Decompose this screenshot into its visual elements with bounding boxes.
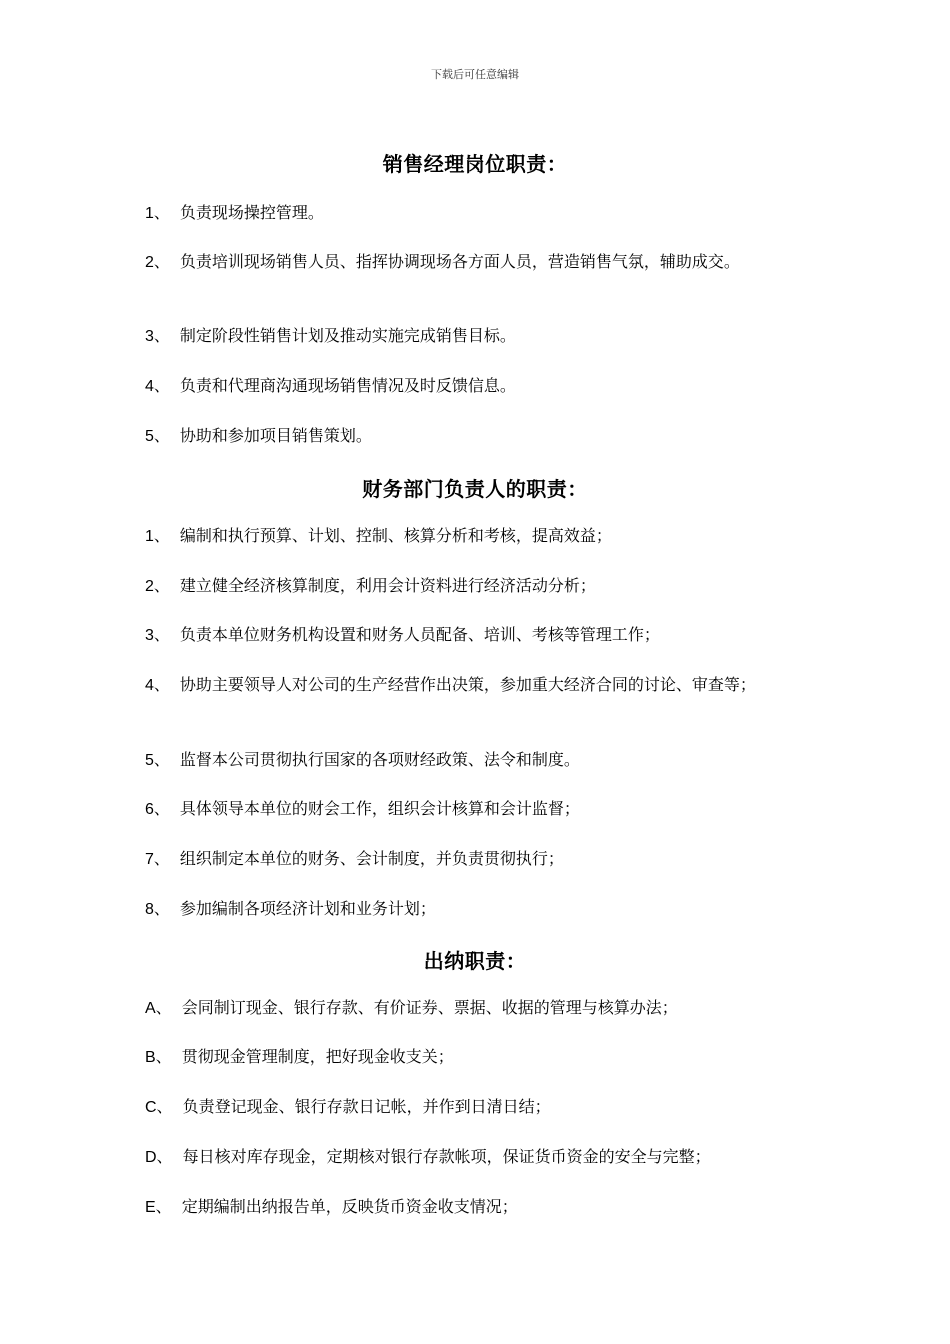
list-item (145, 796, 815, 822)
item-number: 7、 (145, 851, 170, 868)
item-number: 1、 (145, 528, 170, 545)
item-text: 协助和参加项目销售策划。 (179, 426, 372, 445)
item-text: 会同制订现金、银行存款、有价证券、票据、收据的管理与核算办法； (181, 998, 678, 1017)
list-item (145, 373, 815, 399)
list-item (145, 622, 815, 648)
list-item (145, 200, 815, 226)
list-item (145, 1144, 815, 1170)
item-number: 4、 (145, 378, 170, 395)
item-text: 制定阶段性销售计划及推动实施完成销售目标。 (179, 326, 516, 345)
item-number: A、 (145, 1000, 172, 1017)
item-number: E、 (145, 1199, 172, 1216)
list-item (145, 1094, 815, 1120)
item-text: 负责培训现场销售人员、指挥协调现场各方面人员，营造销售气氛，辅助成交。 (179, 252, 740, 271)
list-item (145, 747, 815, 773)
item-text: 负责登记现金、银行存款日记帐，并作到日清日结； (182, 1097, 551, 1116)
item-text: 负责本单位财务机构设置和财务人员配备、培训、考核等管理工作； (179, 625, 660, 644)
item-number: 6、 (145, 801, 170, 818)
item-number: 1、 (145, 205, 170, 222)
item-number: 2、 (145, 254, 170, 271)
header-note: 下载后可任意编辑 (431, 68, 519, 81)
item-text: 贯彻现金管理制度，把好现金收支关； (181, 1047, 454, 1066)
list-item (145, 423, 815, 449)
item-number: C、 (145, 1099, 173, 1116)
item-text: 每日核对库存现金，定期核对银行存款帐项，保证货币资金的安全与完整； (182, 1147, 711, 1166)
item-number: 3、 (145, 328, 170, 345)
list-item (145, 323, 815, 349)
list-item (145, 896, 815, 922)
list-item (145, 1044, 815, 1070)
list-item (145, 1194, 815, 1220)
item-text: 负责和代理商沟通现场销售情况及时反馈信息。 (179, 376, 516, 395)
item-text: 具体领导本单位的财会工作，组织会计核算和会计监督； (179, 799, 580, 818)
item-text: 负责现场操控管理。 (179, 203, 324, 222)
list-item (145, 846, 815, 872)
item-text: 编制和执行预算、计划、控制、核算分析和考核，提高效益； (179, 526, 612, 545)
item-text: 协助主要领导人对公司的生产经营作出决策，参加重大经济合同的讨论、审查等； (179, 675, 756, 694)
item-text: 组织制定本单位的财务、会计制度，并负责贯彻执行； (179, 849, 564, 868)
list-item (145, 249, 815, 275)
list-item (145, 672, 815, 698)
item-number: 5、 (145, 752, 170, 769)
item-number: B、 (145, 1049, 172, 1066)
list-item (145, 995, 815, 1021)
item-number: 3、 (145, 627, 170, 644)
item-text: 定期编制出纳报告单，反映货币资金收支情况； (181, 1197, 518, 1216)
item-number: 8、 (145, 901, 170, 918)
section-title-cashier: 出纳职责： (423, 949, 527, 973)
list-item (145, 523, 815, 549)
item-number: D、 (145, 1149, 173, 1166)
section-title-finance-head: 财务部门负责人的职责： (362, 477, 588, 501)
item-text: 建立健全经济核算制度，利用会计资料进行经济活动分析； (179, 576, 596, 595)
section-title-sales-manager: 销售经理岗位职责： (382, 152, 568, 176)
item-number: 5、 (145, 428, 170, 445)
item-text: 参加编制各项经济计划和业务计划； (179, 899, 436, 918)
list-item (145, 573, 815, 599)
item-number: 4、 (145, 677, 170, 694)
item-text: 监督本公司贯彻执行国家的各项财经政策、法令和制度。 (179, 750, 580, 769)
item-number: 2、 (145, 578, 170, 595)
